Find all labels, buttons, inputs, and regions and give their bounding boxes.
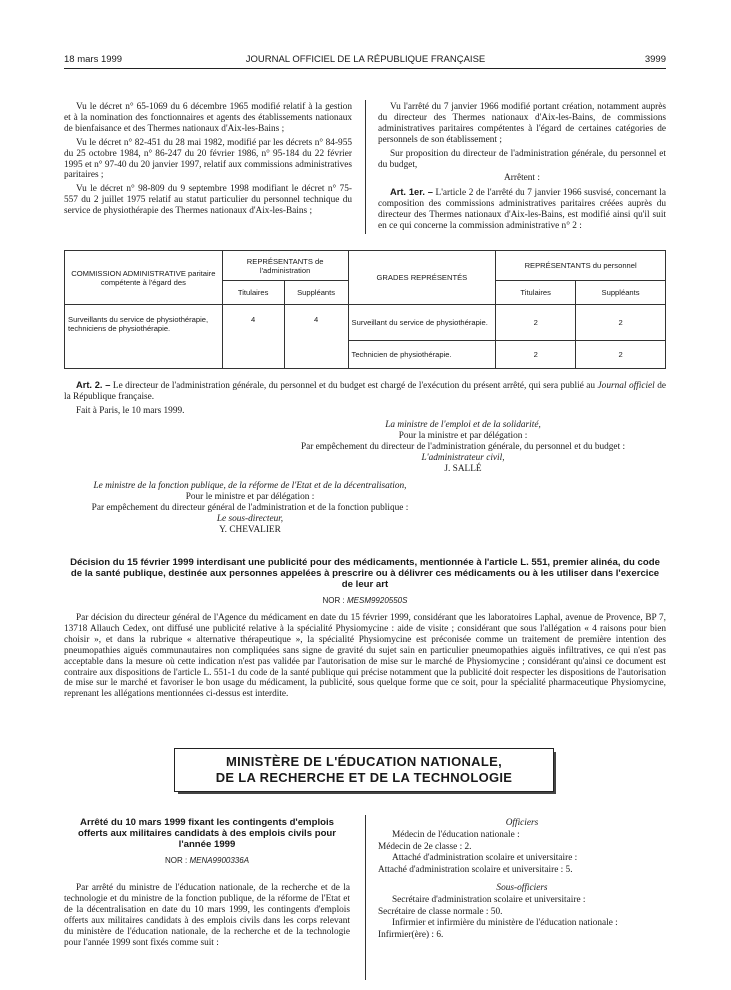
suppleants-cell: 2	[576, 305, 666, 341]
header-commission: COMMISSION ADMINISTRATIVE paritaire compétente à l'égard des	[65, 251, 223, 305]
grade-cell: Technicien de physiothérapie.	[348, 341, 496, 369]
article-2-text: Le directeur de l'administration générale, du personnel et du budget est chargé de l'exécution du présent arrêté, qui sera publié au	[112, 381, 596, 391]
column-divider	[365, 100, 366, 234]
signatory-function: Le sous-directeur,	[216, 514, 284, 524]
ministry-line-2: DE LA RECHERCHE ET DE LA TECHNOLOGIE	[215, 770, 513, 785]
header-rep-personnel: REPRÉSENTANTS du personnel	[496, 251, 666, 281]
signatory-function: L'administrateur civil,	[421, 453, 505, 463]
titulaires-cell: 2	[496, 341, 576, 369]
article-1-text: L'article 2 de l'arrêté du 7 janvier 1966 susvisé, concernant la composition des commissions administratives paritaires créées auprès du directeur des Thermes nationaux d'Aix-les-Bains, est modifié ainsi qu'il suit en ce qui concerne la commission administrative n° 2 :	[378, 188, 666, 232]
suppleants-cell: 2	[576, 341, 666, 369]
top-right-column	[378, 102, 666, 235]
list-item: Attaché d'administration scolaire et universitaire :	[392, 853, 578, 864]
proposal-paragraph: Sur proposition du directeur de l'administration générale, du personnel et du budget,	[378, 148, 666, 170]
top-left-column	[64, 102, 352, 220]
commission-table	[64, 250, 666, 369]
column-divider	[365, 815, 366, 980]
delegation-line: Pour le ministre et par délégation :	[185, 492, 315, 502]
signature-block-2	[40, 481, 460, 536]
article-1-label: Art. 1er. –	[390, 187, 433, 198]
list-item: Attaché d'administration scolaire et universitaire : 5.	[378, 865, 573, 876]
ministry-line-1: MINISTÈRE DE L'ÉDUCATION NATIONALE,	[226, 754, 502, 769]
page-number: 3999	[644, 54, 666, 65]
list-item: Secrétaire de classe normale : 50.	[378, 906, 503, 917]
visa-paragraph: Vu le décret n° 98-809 du 9 septembre 1998 modifiant le décret n° 75-557 du 2 juillet 1975 relatif au statut particulier du personnel technique du service de physiothérapie des Thermes nationaux d'Aix-les-Bains ;	[64, 184, 352, 217]
header-titulaires: Titulaires	[222, 281, 284, 305]
fait-a-paris: Fait à Paris, le 10 mars 1999.	[76, 405, 185, 416]
decision-nor	[64, 596, 666, 605]
nor-code: MENA9900336A	[189, 856, 250, 865]
journal-officiel-italic: Journal officiel	[597, 381, 655, 391]
table-row	[65, 305, 666, 341]
article-2-label: Art. 2. –	[76, 380, 111, 390]
contingents-list	[378, 818, 666, 942]
admin-titulaires-cell: 4	[222, 305, 284, 369]
article-2	[64, 380, 666, 420]
visa-paragraph: Vu le décret n° 82-451 du 28 mai 1982, modifié par les décrets n° 84-955 du 25 octobre 1984, n° 86-247 du 20 février 1986, n° 95-184 du 22 février 1995 et n° 97-40 du 20 janvier 1997, relatif aux commissions administratives paritaires ;	[64, 137, 352, 181]
visa-paragraph: Vu l'arrêté du 7 janvier 1966 modifié portant création, notamment auprès du directeur des Thermes nationaux d'Aix-les-Bains, de commissions administratives paritaires compétentes à l'égard de certaines catégories de personnels de son établissement ;	[378, 102, 666, 145]
arrete-nor	[64, 856, 350, 865]
list-item: Médecin de 2e classe : 2.	[378, 841, 472, 852]
list-item: Infirmier(ère) : 6.	[378, 930, 444, 941]
nor-label: NOR :	[322, 596, 345, 605]
header-grades: GRADES REPRÉSENTÉS	[348, 251, 496, 305]
ministry-box	[174, 748, 554, 792]
visa-paragraph: Vu le décret n° 65-1069 du 6 décembre 1965 modifié relatif à la gestion et à la nomination des fonctionnaires et agents des établissements nationaux de bienfaisance et des Thermes nationaux d'Aix-les-Bains ;	[64, 102, 352, 134]
arrete-paragraph: Par arrêté du ministre de l'éducation nationale, de la recherche et de la technologie et du ministre de la fonction publique, de la réforme de l'Etat et de la décentralisation en date du 10 mars 1999, les contingents d'emplois offerts aux militaires candidats à des emplois civils dans les corps relevant du ministère de l'éducation nationale, de la recherche et de la technologie pour l'année 1999 sont fixés comme suit :	[64, 883, 350, 948]
header-suppleants: Suppléants	[576, 281, 666, 305]
admin-suppleants-cell: 4	[284, 305, 348, 369]
titulaires-cell: 2	[496, 305, 576, 341]
header-rule	[64, 68, 666, 69]
nor-code: MESM9920550S	[346, 596, 408, 605]
arretent-heading: Arrêtent :	[504, 173, 540, 184]
signatory-title: Le ministre de la fonction publique, de la réforme de l'Etat et de la décentralisation,	[93, 481, 407, 491]
delegation-line: Par empêchement du directeur général de l'administration et de la fonction publique :	[91, 503, 409, 513]
delegation-line: Par empêchement du directeur de l'administration générale, du personnel et du budget :	[300, 442, 626, 452]
list-item: Médecin de l'éducation nationale :	[392, 829, 520, 840]
section-heading: Sous-officiers	[496, 882, 548, 893]
arrete-title: Arrêté du 10 mars 1999 fixant les contingents d'emplois offerts aux militaires candidats à des emplois civils pour l'année 1999	[77, 817, 337, 850]
header-suppleants: Suppléants	[284, 281, 348, 305]
header-titulaires: Titulaires	[496, 281, 576, 305]
commission-cell: Surveillants du service de physiothérapie, techniciens de physiothérapie.	[65, 305, 223, 369]
header-rep-admin: REPRÉSENTANTS de l'administration	[222, 251, 348, 281]
delegation-line: Pour la ministre et par délégation :	[398, 431, 528, 441]
signatory-name: Y. CHEVALIER	[219, 525, 281, 535]
decision-body	[64, 613, 666, 703]
grade-cell: Surveillant du service de physiothérapie.	[348, 305, 496, 341]
decision-paragraph: Par décision du directeur général de l'Agence du médicament en date du 15 février 1999, considérant que les laboratoires Laphal, avenue de Provence, BP 7, 13718 Allauch Cedex, ont diffusé une publicité relative à la spécialité Physiomycine : aide de visite ; considérant que sous l'allégation « 4 raisons pour bien choisir », et dans la rubrique « alternative thérapeutique », la spécialité Physiomycine est préconisée comme un traitement de première intention des pneumopathies aiguës communautaires non compliquées sans signe de gravité du sujet sain en particulier pneumopathies aiguës infiltratives, ce qui n'est pas acceptable dans la mesure où cette indication n'est pas validée par l'autorisation de mise sur le marché de Physiomycine ; considérant qu'ainsi ce document est contraire aux dispositions de l'article L. 551-1 du code de la santé publique qui précise notamment que la publicité doit respecter les dispositions de l'autorisation de mise sur le marché et favoriser le bon usage du médicament, la publicité, sous quelque forme que ce soit, pour la spécialité pharmaceutique Physiomycine, reprenant les allégations mentionnées ci-dessus est interdite.	[64, 613, 666, 700]
arrete-body	[64, 883, 350, 951]
header-date: 18 mars 1999	[64, 54, 123, 65]
signatory-title: La ministre de l'emploi et de la solidarité,	[385, 420, 541, 430]
signature-block-1	[260, 420, 666, 475]
journal-title: JOURNAL OFFICIEL DE LA RÉPUBLIQUE FRANÇAISE	[245, 54, 486, 65]
list-item: Infirmier et infirmière du ministère de l'éducation nationale :	[392, 918, 618, 929]
section-heading: Officiers	[505, 818, 539, 828]
article-1	[378, 187, 666, 232]
article-2-text-end: de la République française.	[64, 381, 667, 402]
decision-title: Décision du 15 février 1999 interdisant une publicité pour des médicaments, mentionnée à l'article L. 551, premier alinéa, du code de la santé publique, destinée aux personnes appelées à prescrire ou à délivrer ces médicaments ou à les utiliser dans l'exercice de leur art	[70, 557, 660, 591]
nor-label: NOR :	[164, 856, 188, 865]
list-item: Secrétaire d'administration scolaire et universitaire :	[392, 894, 586, 905]
signatory-name: J. SALLÉ	[444, 464, 482, 474]
